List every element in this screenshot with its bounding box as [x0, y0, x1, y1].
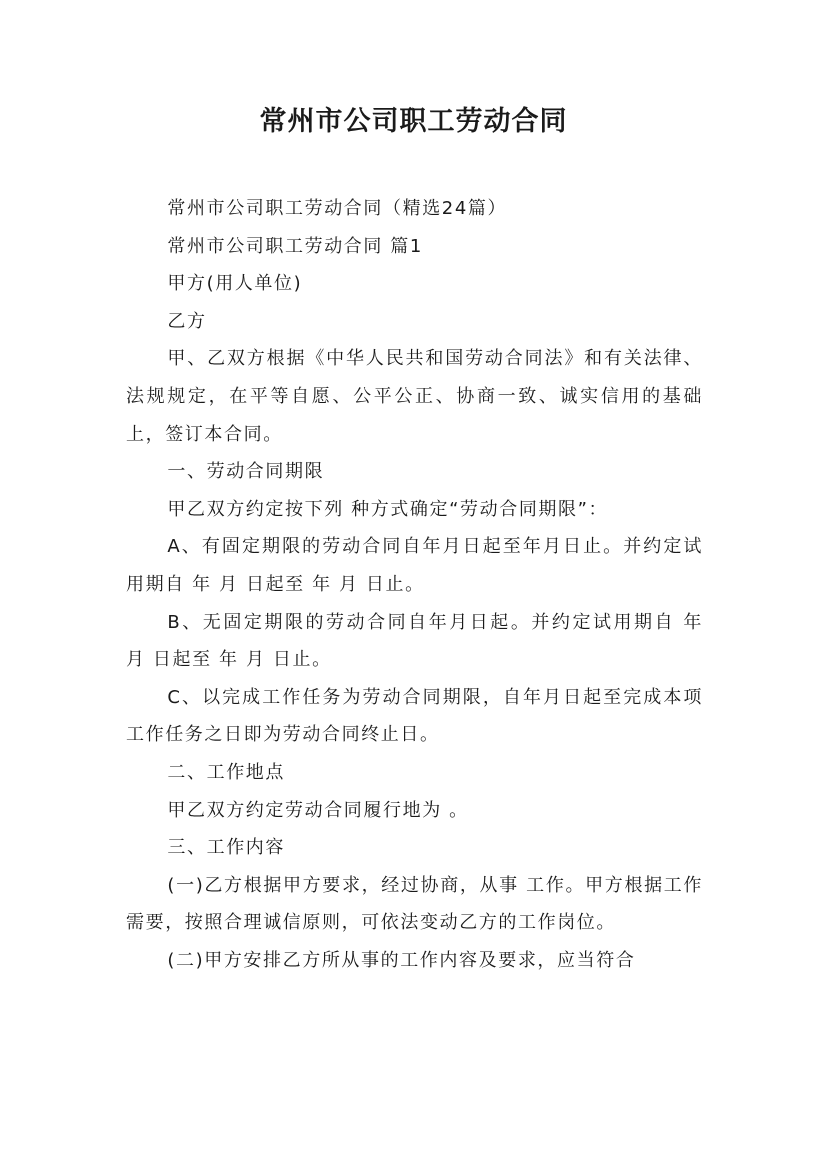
paragraph-term-method: 甲乙双方约定按下列 种方式确定“劳动合同期限”：: [167, 498, 609, 520]
paragraph-work-content-1: (一)乙方根据甲方要求，经过协商，从事 工作。甲方根据工作需要，按照合理诚信原则，可依法变动乙方的工作岗位。: [126, 874, 703, 934]
document-body: [126, 190, 703, 979]
section-heading-contract-term: 一、劳动合同期限: [167, 461, 325, 483]
paragraph-article-heading: 常州市公司职工劳动合同 篇1: [167, 235, 423, 257]
paragraph-work-location: 甲乙双方约定劳动合同履行地为 。: [167, 799, 469, 821]
paragraph-work-content-2: (二)甲方安排乙方所从事的工作内容及要求，应当符合: [167, 949, 636, 971]
paragraph-collection-title: 常州市公司职工劳动合同（精选24篇）: [167, 198, 508, 219]
section-heading-work-location: 二、工作地点: [167, 761, 285, 783]
paragraph-party-b: 乙方: [167, 310, 207, 332]
paragraph-party-a: 甲方(用人单位): [167, 273, 303, 295]
paragraph-term-a: A、有固定期限的劳动合同自年月日起至年月日止。并约定试用期自 年 月 日起至 年 月 日止。: [126, 536, 703, 595]
document-title: 常州市公司职工劳动合同: [259, 106, 568, 137]
section-heading-work-content: 三、工作内容: [167, 837, 285, 859]
paragraph-preamble: 甲、乙双方根据《中华人民共和国劳动合同法》和有关法律、法规规定，在平等自愿、公平公正、协商一致、诚实信用的基础上，签订本合同。: [126, 348, 703, 445]
paragraph-term-c: C、以完成工作任务为劳动合同期限，自年月日起至完成本项工作任务之日即为劳动合同终止日。: [126, 686, 703, 746]
paragraph-term-b: B、无固定期限的劳动合同自年月日起。并约定试用期自 年 月 日起至 年 月 日止。: [126, 611, 703, 671]
